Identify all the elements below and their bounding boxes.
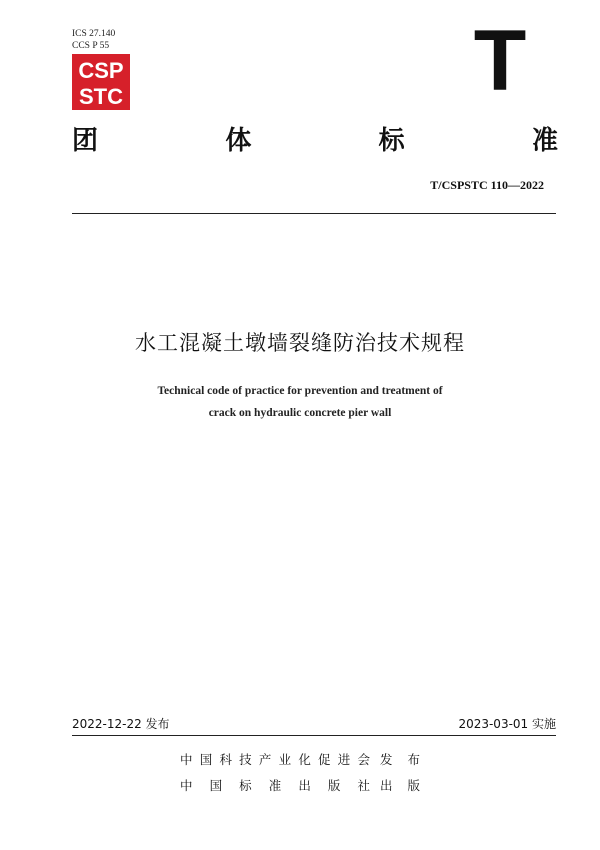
publisher-action: 发布 <box>380 752 420 767</box>
logo-text-top: CSP <box>78 58 124 83</box>
classification-codes <box>72 28 115 52</box>
title-english-line: Technical code of practice for prevention and treatment of <box>157 385 443 397</box>
standard-type-char: 体 <box>225 125 252 156</box>
title-english-line: crack on hydraulic concrete pier wall <box>208 407 392 419</box>
standard-type <box>72 118 558 158</box>
title-english <box>0 380 600 424</box>
standard-type-char: 团 <box>72 125 99 156</box>
publisher-action: 出版 <box>380 778 420 793</box>
title-chinese: 水工混凝土墩墙裂缝防治技术规程 <box>135 331 465 355</box>
standard-type-char: 标 <box>378 125 405 156</box>
publisher-org: 中国科技产业化促进会 <box>180 752 370 767</box>
issue-date: 2022-12-22 发布 <box>72 717 170 731</box>
logo-text-bottom: STC <box>79 84 123 109</box>
bottom-divider <box>72 735 556 736</box>
standard-type-char: 准 <box>531 125 558 156</box>
publisher-row <box>0 776 600 794</box>
top-divider <box>72 213 556 214</box>
standard-letter-text: T <box>473 24 527 96</box>
publisher-row <box>0 750 600 768</box>
cspstc-logo-icon <box>72 54 130 110</box>
standard-letter <box>470 24 530 96</box>
ics-code: ICS 27.140 <box>72 29 116 39</box>
ccs-code: CCS P 55 <box>72 41 110 51</box>
publisher-org: 中国标准出版社 <box>180 778 370 793</box>
standard-number: T/CSPSTC 110—2022 <box>430 178 544 192</box>
implement-date: 2023-03-01 实施 <box>458 717 556 731</box>
